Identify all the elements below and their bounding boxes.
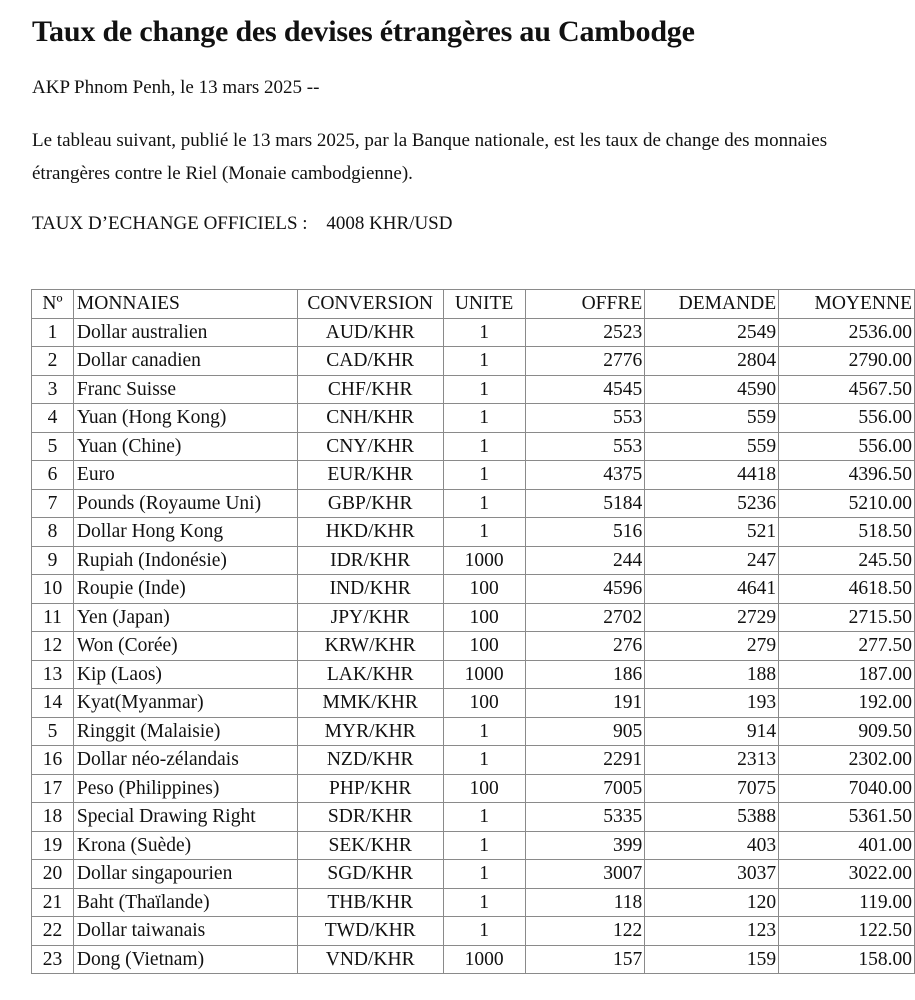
cell-demand: 188 bbox=[645, 660, 779, 689]
cell-average: 277.50 bbox=[779, 632, 915, 661]
cell-average: 556.00 bbox=[779, 404, 915, 433]
table-row bbox=[32, 375, 915, 404]
cell-unit: 1 bbox=[443, 432, 525, 461]
table-row bbox=[32, 831, 915, 860]
article-intro: Le tableau suivant, publié le 13 mars 2025, par la Banque nationale, est les taux de change des monnaies étrangères contre le Riel (Monaie cambodgienne). bbox=[32, 130, 828, 184]
cell-demand: 914 bbox=[645, 717, 779, 746]
cell-offer: 118 bbox=[525, 888, 645, 917]
cell-average: 3022.00 bbox=[779, 860, 915, 889]
cell-demand: 193 bbox=[645, 689, 779, 718]
cell-unit: 1 bbox=[443, 803, 525, 832]
cell-offer: 2291 bbox=[525, 746, 645, 775]
cell-currency: Pounds (Royaume Uni) bbox=[73, 489, 297, 518]
table-row bbox=[32, 461, 915, 490]
header-conversion: CONVERSION bbox=[297, 290, 443, 319]
cell-conversion: PHP/KHR bbox=[297, 774, 443, 803]
cell-unit: 1 bbox=[443, 347, 525, 376]
cell-conversion: SEK/KHR bbox=[297, 831, 443, 860]
cell-offer: 7005 bbox=[525, 774, 645, 803]
cell-average: 2302.00 bbox=[779, 746, 915, 775]
table-row bbox=[32, 860, 915, 889]
cell-number: 22 bbox=[32, 917, 74, 946]
table-row bbox=[32, 632, 915, 661]
cell-average: 4567.50 bbox=[779, 375, 915, 404]
cell-demand: 3037 bbox=[645, 860, 779, 889]
cell-offer: 4596 bbox=[525, 575, 645, 604]
cell-number: 20 bbox=[32, 860, 74, 889]
cell-offer: 2523 bbox=[525, 318, 645, 347]
cell-number: 2 bbox=[32, 347, 74, 376]
cell-unit: 1 bbox=[443, 461, 525, 490]
cell-number: 16 bbox=[32, 746, 74, 775]
header-average: MOYENNE bbox=[779, 290, 915, 319]
cell-conversion: JPY/KHR bbox=[297, 603, 443, 632]
cell-demand: 2804 bbox=[645, 347, 779, 376]
table-body bbox=[32, 318, 915, 974]
cell-offer: 276 bbox=[525, 632, 645, 661]
cell-currency: Special Drawing Right bbox=[73, 803, 297, 832]
cell-currency: Rupiah (Indonésie) bbox=[73, 546, 297, 575]
cell-offer: 516 bbox=[525, 518, 645, 547]
cell-number: 5 bbox=[32, 432, 74, 461]
cell-demand: 7075 bbox=[645, 774, 779, 803]
header-demand: DEMANDE bbox=[645, 290, 779, 319]
cell-unit: 1 bbox=[443, 746, 525, 775]
table-row bbox=[32, 432, 915, 461]
cell-demand: 559 bbox=[645, 404, 779, 433]
table-row bbox=[32, 774, 915, 803]
exchange-rate-table bbox=[31, 289, 915, 974]
cell-number: 23 bbox=[32, 945, 74, 974]
table-row bbox=[32, 888, 915, 917]
table-row bbox=[32, 546, 915, 575]
cell-demand: 4641 bbox=[645, 575, 779, 604]
cell-offer: 2702 bbox=[525, 603, 645, 632]
cell-unit: 1 bbox=[443, 717, 525, 746]
cell-number: 14 bbox=[32, 689, 74, 718]
cell-unit: 1000 bbox=[443, 546, 525, 575]
table-row bbox=[32, 603, 915, 632]
cell-average: 5210.00 bbox=[779, 489, 915, 518]
table-row bbox=[32, 347, 915, 376]
table-row bbox=[32, 489, 915, 518]
cell-average: 192.00 bbox=[779, 689, 915, 718]
cell-conversion: CAD/KHR bbox=[297, 347, 443, 376]
cell-number: 7 bbox=[32, 489, 74, 518]
cell-average: 158.00 bbox=[779, 945, 915, 974]
header-currency: MONNAIES bbox=[73, 290, 297, 319]
cell-currency: Dollar taiwanais bbox=[73, 917, 297, 946]
cell-conversion: IDR/KHR bbox=[297, 546, 443, 575]
cell-number: 5 bbox=[32, 717, 74, 746]
cell-average: 122.50 bbox=[779, 917, 915, 946]
cell-number: 10 bbox=[32, 575, 74, 604]
cell-conversion: LAK/KHR bbox=[297, 660, 443, 689]
header-unit: UNITE bbox=[443, 290, 525, 319]
cell-number: 11 bbox=[32, 603, 74, 632]
cell-number: 9 bbox=[32, 546, 74, 575]
official-rate-line bbox=[32, 212, 452, 236]
cell-demand: 4418 bbox=[645, 461, 779, 490]
cell-offer: 905 bbox=[525, 717, 645, 746]
table-row bbox=[32, 803, 915, 832]
cell-demand: 2313 bbox=[645, 746, 779, 775]
cell-conversion: IND/KHR bbox=[297, 575, 443, 604]
cell-unit: 100 bbox=[443, 689, 525, 718]
cell-number: 8 bbox=[32, 518, 74, 547]
cell-currency: Dollar néo-zélandais bbox=[73, 746, 297, 775]
cell-conversion: VND/KHR bbox=[297, 945, 443, 974]
cell-offer: 2776 bbox=[525, 347, 645, 376]
cell-unit: 1 bbox=[443, 860, 525, 889]
cell-average: 5361.50 bbox=[779, 803, 915, 832]
cell-number: 13 bbox=[32, 660, 74, 689]
official-rate-value: 4008 KHR/USD bbox=[326, 213, 453, 234]
cell-offer: 553 bbox=[525, 432, 645, 461]
cell-number: 3 bbox=[32, 375, 74, 404]
cell-offer: 5335 bbox=[525, 803, 645, 832]
cell-average: 245.50 bbox=[779, 546, 915, 575]
cell-unit: 100 bbox=[443, 632, 525, 661]
cell-conversion: TWD/KHR bbox=[297, 917, 443, 946]
cell-conversion: EUR/KHR bbox=[297, 461, 443, 490]
cell-currency: Euro bbox=[73, 461, 297, 490]
cell-unit: 1 bbox=[443, 831, 525, 860]
official-rate-label: TAUX D’ECHANGE OFFICIELS : bbox=[32, 213, 308, 234]
table-row bbox=[32, 746, 915, 775]
cell-currency: Roupie (Inde) bbox=[73, 575, 297, 604]
cell-offer: 186 bbox=[525, 660, 645, 689]
cell-conversion: SGD/KHR bbox=[297, 860, 443, 889]
cell-offer: 244 bbox=[525, 546, 645, 575]
cell-demand: 5388 bbox=[645, 803, 779, 832]
cell-average: 401.00 bbox=[779, 831, 915, 860]
cell-conversion: AUD/KHR bbox=[297, 318, 443, 347]
cell-conversion: CNH/KHR bbox=[297, 404, 443, 433]
cell-currency: Kyat(Myanmar) bbox=[73, 689, 297, 718]
cell-offer: 4375 bbox=[525, 461, 645, 490]
cell-currency: Peso (Philippines) bbox=[73, 774, 297, 803]
cell-demand: 521 bbox=[645, 518, 779, 547]
cell-demand: 559 bbox=[645, 432, 779, 461]
cell-unit: 100 bbox=[443, 774, 525, 803]
cell-currency: Krona (Suède) bbox=[73, 831, 297, 860]
cell-average: 2536.00 bbox=[779, 318, 915, 347]
cell-average: 556.00 bbox=[779, 432, 915, 461]
table-row bbox=[32, 575, 915, 604]
cell-currency: Yuan (Hong Kong) bbox=[73, 404, 297, 433]
cell-demand: 247 bbox=[645, 546, 779, 575]
cell-unit: 1 bbox=[443, 375, 525, 404]
cell-average: 187.00 bbox=[779, 660, 915, 689]
cell-demand: 159 bbox=[645, 945, 779, 974]
cell-conversion: MMK/KHR bbox=[297, 689, 443, 718]
cell-number: 18 bbox=[32, 803, 74, 832]
cell-currency: Dollar canadien bbox=[73, 347, 297, 376]
header-offer: OFFRE bbox=[525, 290, 645, 319]
cell-currency: Dong (Vietnam) bbox=[73, 945, 297, 974]
cell-currency: Dollar australien bbox=[73, 318, 297, 347]
cell-currency: Yuan (Chine) bbox=[73, 432, 297, 461]
table-row bbox=[32, 717, 915, 746]
cell-average: 4618.50 bbox=[779, 575, 915, 604]
cell-unit: 1 bbox=[443, 917, 525, 946]
cell-number: 17 bbox=[32, 774, 74, 803]
cell-currency: Dollar Hong Kong bbox=[73, 518, 297, 547]
cell-demand: 2729 bbox=[645, 603, 779, 632]
cell-number: 1 bbox=[32, 318, 74, 347]
cell-number: 19 bbox=[32, 831, 74, 860]
table-row bbox=[32, 660, 915, 689]
cell-unit: 1 bbox=[443, 489, 525, 518]
cell-average: 4396.50 bbox=[779, 461, 915, 490]
cell-unit: 100 bbox=[443, 603, 525, 632]
cell-demand: 2549 bbox=[645, 318, 779, 347]
table-row bbox=[32, 917, 915, 946]
cell-average: 518.50 bbox=[779, 518, 915, 547]
cell-average: 119.00 bbox=[779, 888, 915, 917]
table-row bbox=[32, 689, 915, 718]
cell-currency: Won (Corée) bbox=[73, 632, 297, 661]
cell-demand: 120 bbox=[645, 888, 779, 917]
cell-conversion: CHF/KHR bbox=[297, 375, 443, 404]
cell-currency: Dollar singapourien bbox=[73, 860, 297, 889]
cell-unit: 100 bbox=[443, 575, 525, 604]
cell-conversion: MYR/KHR bbox=[297, 717, 443, 746]
table-row bbox=[32, 945, 915, 974]
cell-offer: 553 bbox=[525, 404, 645, 433]
article-title: Taux de change des devises étrangères au Cambodge bbox=[32, 15, 695, 48]
cell-currency: Franc Suisse bbox=[73, 375, 297, 404]
cell-unit: 1 bbox=[443, 404, 525, 433]
cell-unit: 1 bbox=[443, 888, 525, 917]
table-header-row bbox=[32, 290, 915, 319]
cell-unit: 1000 bbox=[443, 660, 525, 689]
article-dateline: AKP Phnom Penh, le 13 mars 2025 -- bbox=[32, 77, 320, 98]
cell-number: 6 bbox=[32, 461, 74, 490]
cell-offer: 399 bbox=[525, 831, 645, 860]
cell-number: 12 bbox=[32, 632, 74, 661]
cell-average: 909.50 bbox=[779, 717, 915, 746]
cell-unit: 1 bbox=[443, 318, 525, 347]
cell-offer: 122 bbox=[525, 917, 645, 946]
cell-demand: 279 bbox=[645, 632, 779, 661]
table-row bbox=[32, 518, 915, 547]
cell-offer: 4545 bbox=[525, 375, 645, 404]
table-row bbox=[32, 318, 915, 347]
cell-number: 4 bbox=[32, 404, 74, 433]
cell-conversion: KRW/KHR bbox=[297, 632, 443, 661]
cell-currency: Ringgit (Malaisie) bbox=[73, 717, 297, 746]
cell-conversion: THB/KHR bbox=[297, 888, 443, 917]
cell-offer: 157 bbox=[525, 945, 645, 974]
cell-unit: 1000 bbox=[443, 945, 525, 974]
cell-demand: 5236 bbox=[645, 489, 779, 518]
cell-currency: Baht (Thaïlande) bbox=[73, 888, 297, 917]
cell-currency: Kip (Laos) bbox=[73, 660, 297, 689]
cell-conversion: HKD/KHR bbox=[297, 518, 443, 547]
cell-conversion: NZD/KHR bbox=[297, 746, 443, 775]
cell-offer: 5184 bbox=[525, 489, 645, 518]
cell-conversion: SDR/KHR bbox=[297, 803, 443, 832]
cell-currency: Yen (Japan) bbox=[73, 603, 297, 632]
cell-average: 2790.00 bbox=[779, 347, 915, 376]
cell-average: 7040.00 bbox=[779, 774, 915, 803]
cell-unit: 1 bbox=[443, 518, 525, 547]
cell-number: 21 bbox=[32, 888, 74, 917]
cell-offer: 3007 bbox=[525, 860, 645, 889]
cell-demand: 123 bbox=[645, 917, 779, 946]
cell-conversion: GBP/KHR bbox=[297, 489, 443, 518]
header-number: Nº bbox=[32, 290, 74, 319]
table-row bbox=[32, 404, 915, 433]
cell-demand: 403 bbox=[645, 831, 779, 860]
cell-demand: 4590 bbox=[645, 375, 779, 404]
cell-offer: 191 bbox=[525, 689, 645, 718]
cell-average: 2715.50 bbox=[779, 603, 915, 632]
cell-conversion: CNY/KHR bbox=[297, 432, 443, 461]
